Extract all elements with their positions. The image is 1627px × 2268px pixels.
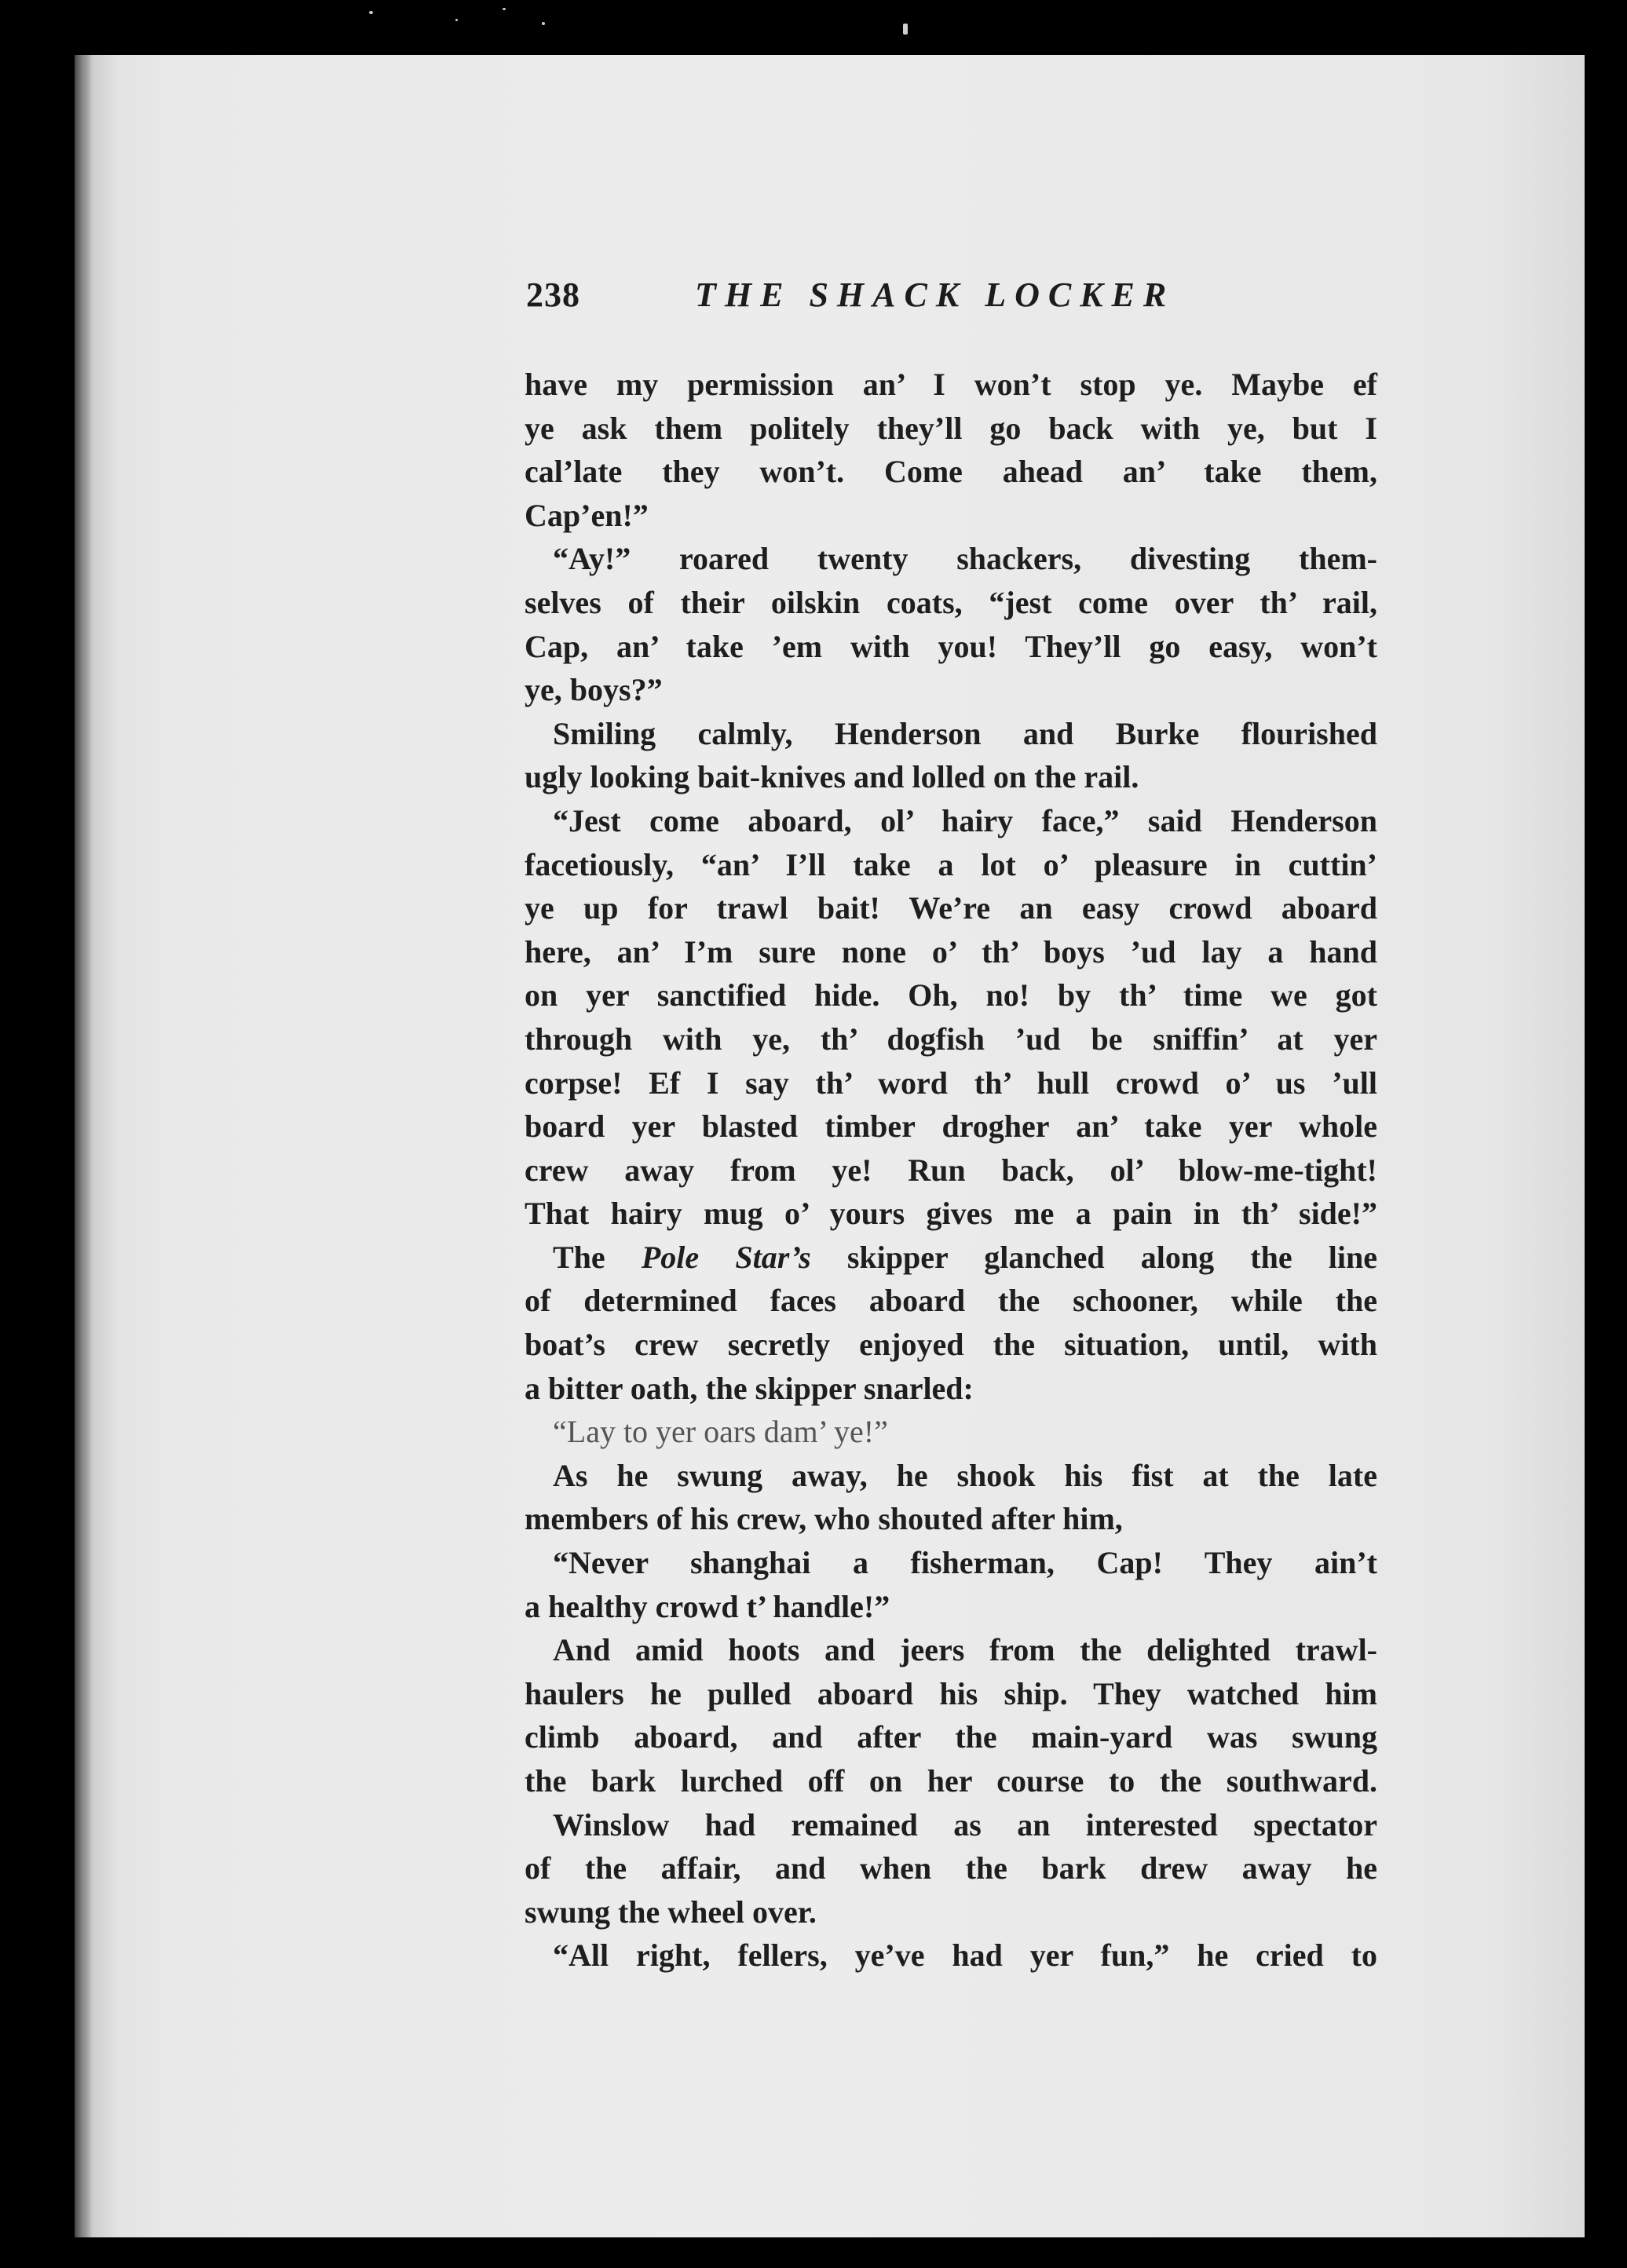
dust-speck — [503, 8, 506, 10]
text-line: ugly looking bait-knives and lolled on the rail. — [525, 759, 1139, 795]
running-title: THE SHACK LOCKER — [695, 276, 1175, 314]
text-line: Smiling calmly, Henderson and Burke flourished — [553, 715, 1377, 751]
page-number: 238 — [526, 276, 580, 314]
text-line: corpse! Ef I say th’ word th’ hull crowd o’ us ’ull — [525, 1065, 1377, 1101]
text-line: ye up for trawl bait! We’re an easy crowd aboard — [525, 890, 1377, 926]
dust-speck — [542, 22, 545, 25]
spine-shadow — [75, 55, 92, 2237]
text-line: on yer sanctified hide. Oh, no! by th’ time we got — [525, 977, 1377, 1013]
text-line: haulers he pulled aboard his ship. They watched him — [525, 1675, 1377, 1711]
text-line: And amid hoots and jeers from the delighted trawl- — [553, 1632, 1377, 1668]
dust-speck — [903, 24, 908, 35]
text-line: Winslow had remained as an interested spectator — [553, 1806, 1377, 1843]
text-line: facetiously, “an’ I’ll take a lot o’ pleasure in cuttin’ — [525, 846, 1377, 882]
text-line: “Ay!” roared twenty shackers, divesting them- — [553, 541, 1377, 577]
text-line: cal’late they won’t. Come ahead an’ take them, — [525, 454, 1377, 490]
text-line: swung the wheel over. — [525, 1894, 817, 1930]
text-line: ye ask them politely they’ll go back with ye, but I — [525, 410, 1377, 446]
text-line: Cap, an’ take ’em with you! They’ll go easy, won’t — [525, 628, 1377, 664]
text-line: of determined faces aboard the schooner, while the — [525, 1283, 1377, 1319]
dust-speck — [369, 11, 373, 14]
text-line: here, an’ I’m sure none o’ th’ boys ’ud lay a hand — [525, 933, 1377, 970]
text-line: “All right, fellers, ye’ve had yer fun,” he cried to — [553, 1937, 1377, 1974]
text-line: of the affair, and when the bark drew away he — [525, 1850, 1377, 1886]
text-line: the bark lurched off on her course to the southward. — [525, 1763, 1377, 1799]
text-line: “Never shanghai a fisherman, Cap! They ain’t — [553, 1545, 1377, 1581]
page-header — [526, 275, 1374, 322]
text-line: “Lay to yer oars dam’ ye!” — [553, 1414, 888, 1450]
text-line: Cap’en!” — [525, 497, 649, 533]
text-line: That hairy mug o’ yours gives me a pain in th’ side!” — [525, 1196, 1377, 1232]
text-line — [525, 1236, 1377, 1280]
text-line: “Jest come aboard, ol’ hairy face,” said Henderson — [553, 802, 1377, 838]
text-line: ye, boys?” — [525, 672, 663, 708]
text-fragment: skipper glanched along the line — [846, 1239, 1377, 1275]
text-line: climb aboard, and after the main-yard was swung — [525, 1719, 1377, 1755]
scan-border-right — [1585, 47, 1627, 2245]
ship-name: Pole Star’s — [641, 1239, 811, 1275]
text-line: a bitter oath, the skipper snarled: — [525, 1370, 974, 1406]
scan-border-top — [0, 0, 1627, 55]
text-line: boat’s crew secretly enjoyed the situation, until, with — [525, 1327, 1377, 1363]
text-line: through with ye, th’ dogfish ’ud be sniffin’ at yer — [525, 1021, 1377, 1057]
text-line: board yer blasted timber drogher an’ take yer whole — [525, 1108, 1377, 1145]
text-fragment: The — [553, 1239, 605, 1275]
dust-speck — [455, 19, 458, 21]
text-line: As he swung away, he shook his fist at the late — [553, 1457, 1377, 1493]
body-text — [525, 363, 1377, 1978]
text-line: members of his crew, who shouted after him, — [525, 1501, 1123, 1537]
text-line: selves of their oilskin coats, “jest come over th’ rail, — [525, 584, 1377, 620]
text-line: have my permission an’ I won’t stop ye. Maybe ef — [525, 367, 1377, 402]
text-line: crew away from ye! Run back, ol’ blow-me-tight! — [525, 1152, 1377, 1188]
text-line: a healthy crowd t’ handle!” — [525, 1588, 890, 1624]
